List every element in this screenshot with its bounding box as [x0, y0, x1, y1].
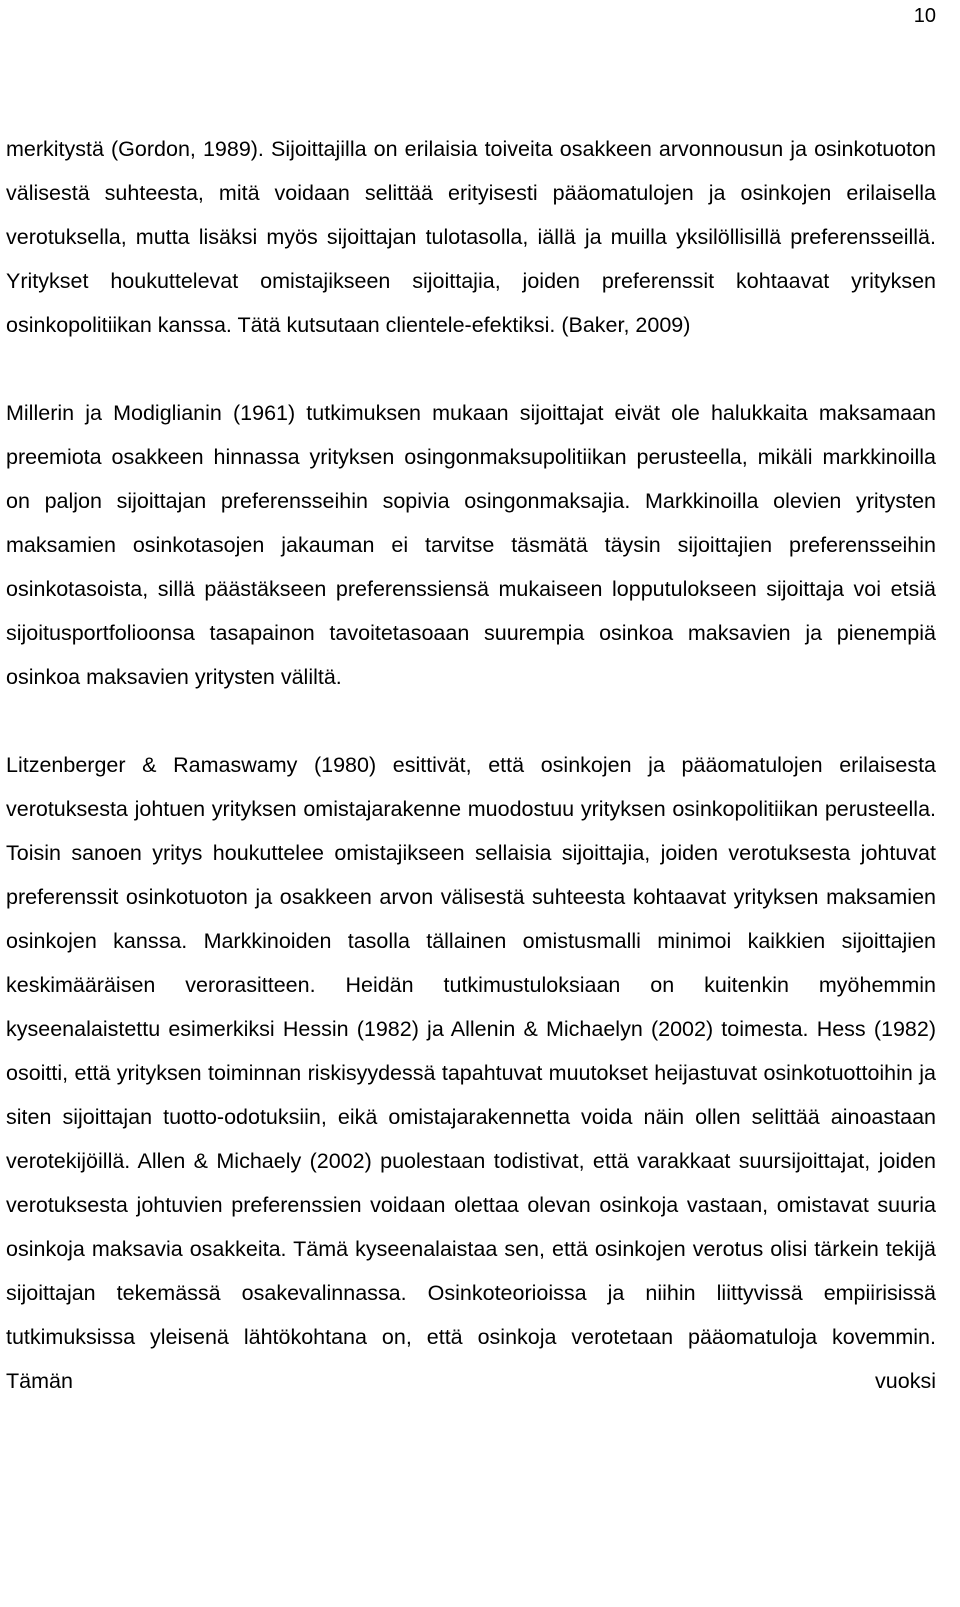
paragraph-miller-modigliani: Millerin ja Modiglianin (1961) tutkimuksen mukaan sijoittajat eivät ole halukkaita maksamaan preemiota osakkeen hinnassa yrityksen osingonmaksupolitiikan perusteella, mikäli markkinoilla on paljon sijoittajan preferensseihin sopivia osingonmaksajia. Markkinoilla olevien yritysten maksamien osinkotasojen jakauman ei tarvitse täsmätä täysin sijoittajien preferensseihin osinkotasoista, sillä päästäkseen preferenssiensä mukaiseen lopputulokseen sijoittaja voi etsiä sijoitusportfolioonsa tasapainon tavoitetasoaan suurempia osinkoa maksavien ja pienempiä osinkoa maksavien yritysten väliltä.	[6, 401, 936, 689]
paragraph-spacer	[6, 347, 936, 391]
document-body	[6, 127, 936, 1403]
page-number: 10	[913, 5, 936, 27]
paragraph-clientele-effect: merkitystä (Gordon, 1989). Sijoittajilla on erilaisia toiveita osakkeen arvonnousun ja osinkotuoton välisestä suhteesta, mitä voidaan selittää erityisesti pääomatulojen ja osinkojen erilaisella verotuksella, mutta lisäksi myös sijoittajan tulotasolla, iällä ja muilla yksilöllisillä preferensseillä. Yritykset houkuttelevat omistajikseen sijoittajia, joiden preferenssit kohtaavat yrityksen osinkopolitiikan kanssa. Tätä kutsutaan clientele-efektiksi. (Baker, 2009)	[6, 137, 936, 337]
paragraph-litzenberger-ramaswamy: Litzenberger & Ramaswamy (1980) esittivät, että osinkojen ja pääomatulojen erilaisesta verotuksesta johtuen yrityksen omistajarakenne muodostuu yrityksen osinkopolitiikan perusteella. Toisin sanoen yritys houkuttelee omistajikseen sellaisia sijoittajia, joiden verotuksesta johtuvat preferenssit osinkotuoton ja osakkeen arvon välisestä suhteesta kohtaavat yrityksen maksamien osinkojen kanssa. Markkinoiden tasolla tällainen omistusmalli minimoi kaikkien sijoittajien keskimääräisen verorasitteen. Heidän tutkimustuloksiaan on kuitenkin myöhemmin kyseenalaistettu esimerkiksi Hessin (1982) ja Allenin & Michaelyn (2002) toimesta. Hess (1982) osoitti, että yrityksen toiminnan riskisyydessä tapahtuvat muutokset heijastuvat osinkotuottoihin ja siten sijoittajan tuotto-odotuksiin, eikä omistajarakennetta voida näin ollen selittää ainoastaan verotekijöillä. Allen & Michaely (2002) puolestaan todistivat, että varakkaat suursijoittajat, joiden verotuksesta johtuvien preferenssien voidaan olettaa olevan osinkoja vastaan, omistavat suuria osinkoja maksavia osakkeita. Tämä kyseenalaistaa sen, että osinkojen verotus olisi tärkein tekijä sijoittajan tekemässä osakevalinnassa. Osinkoteorioissa ja niihin liittyvissä empiirisissä tutkimuksissa yleisenä lähtökohtana on, että osinkoja verotetaan pääomatuloja kovemmin. Tämän vuoksi	[6, 753, 936, 1393]
paragraph-spacer	[6, 699, 936, 743]
